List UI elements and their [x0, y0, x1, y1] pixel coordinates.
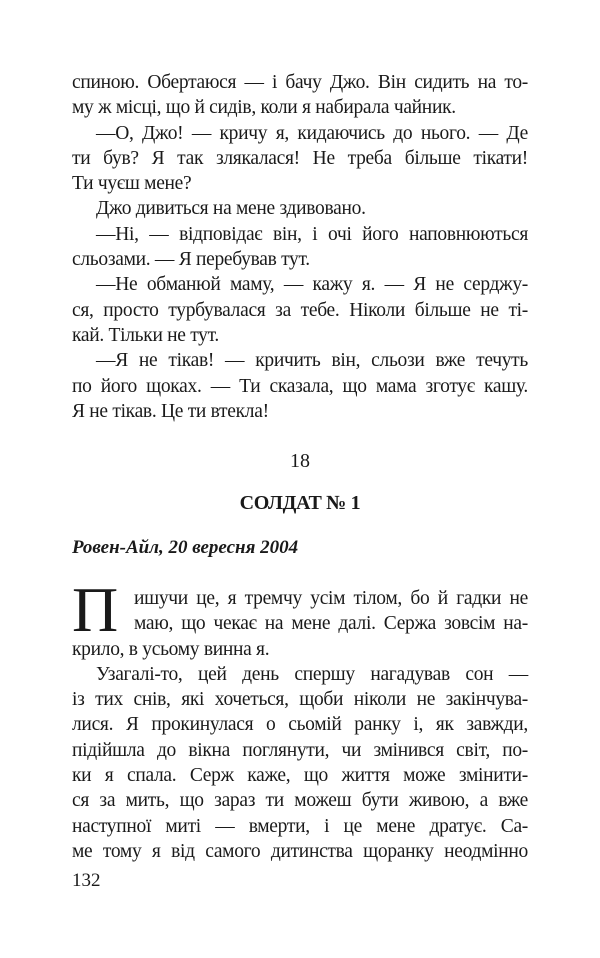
chapter-title: СОЛДАТ № 1: [239, 492, 361, 514]
text-line: кай. Тільки не тут.: [72, 324, 219, 346]
text-line: —Ні, — відповідає він, і очі його наповнюються: [96, 223, 528, 245]
text-line: Джо дивиться на мене здивовано.: [96, 198, 366, 220]
text-line: спиною. Обертаюся — і бачу Джо. Він сидить на то-: [72, 72, 528, 93]
text-line: маю, що чекає на мене далі. Сержа зовсім на-: [134, 613, 528, 635]
text-line: ме тому я від самого дитинства щоранку неодмінно: [72, 840, 528, 862]
chapter-number: 18: [290, 450, 310, 472]
text-line: по його щоках. — Ти сказала, що мама зготує кашу.: [72, 375, 528, 397]
text-line: ся, просто турбувалася за тебе. Ніколи більше не ті-: [72, 299, 528, 321]
text-line: наступної миті — вмерти, і це мене дратує. Са-: [72, 815, 528, 837]
text-line: —Не обманюй маму, — кажу я. — Я не серджу-: [96, 274, 528, 296]
text-line: ишучи це, я тремчу усім тілом, бо й гадки не: [134, 588, 528, 609]
text-line: крило, в усьому винна я.: [72, 638, 270, 660]
text-line: Ти чуєш мене?: [72, 173, 192, 195]
text-line: лися. Я прокинулася о сьомій ранку і, як завжди,: [72, 714, 528, 736]
text-line: му ж місці, що й сидів, коли я набирала чайник.: [72, 97, 456, 119]
page-number: 132: [72, 870, 101, 891]
text-line: —О, Джо! — кричу я, кидаючись до нього. — Де: [96, 122, 528, 144]
text-line: ся за мить, що зараз ти можеш бути живою, а вже: [72, 790, 528, 812]
text-line: сльозами. — Я перебував тут.: [72, 249, 310, 271]
text-line: Я не тікав. Це ти втекла!: [72, 400, 269, 422]
drop-cap: П: [72, 574, 119, 645]
chapter-dateline: Ровен-Айл, 20 вересня 2004: [72, 537, 299, 558]
text-line: Узагалі-то, цей день спершу нагадував сон —: [96, 663, 528, 685]
text-line: підійшла до вікна поглянути, чи змінився світ, по-: [72, 739, 528, 761]
body-text-top: [72, 70, 528, 424]
text-line: ки я спала. Серж каже, що життя може змінити-: [72, 765, 528, 787]
text-line: —Я не тікав! — кричить він, сльози вже течуть: [96, 350, 528, 372]
text-line: із тих снів, які хочеться, щоби ніколи не закінчува-: [72, 689, 528, 711]
text-line: ти був? Я так злякалася! Не треба більше тікати!: [72, 147, 528, 169]
body-text-chapter: [72, 574, 528, 864]
